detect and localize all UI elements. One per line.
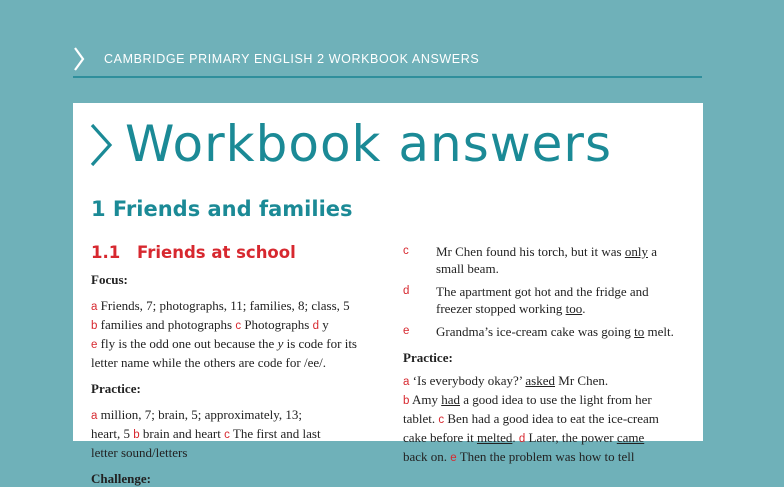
answer-item-e: e Grandma’s ice-cream cake was going to melt. bbox=[403, 324, 674, 339]
practice-line: letter sound/letters bbox=[91, 445, 188, 460]
focus-line: b families and photographs c Photographs d y bbox=[91, 317, 329, 332]
answer-item-d: d The apartment got hot and the fridge and freezer stopped working too. bbox=[403, 284, 649, 316]
focus-line: a Friends, 7; photographs, 11; families, 8; class, 5 bbox=[91, 298, 350, 313]
header-title: CAMBRIDGE PRIMARY ENGLISH 2 WORKBOOK ANSWERS bbox=[104, 52, 480, 66]
unit-title: 1 Friends and families bbox=[91, 197, 353, 221]
header-rule bbox=[73, 76, 702, 78]
right-column bbox=[403, 243, 698, 467]
practice-line: heart, 5 b brain and heart c The first and last bbox=[91, 426, 321, 441]
focus-line: e fly is the odd one out because the y is code for its bbox=[91, 336, 357, 351]
practice-label: Practice: bbox=[403, 350, 453, 365]
practice-line: back on. e Then the problem was how to tell bbox=[403, 449, 635, 464]
practice-line: b Amy had a good idea to use the light from her bbox=[403, 392, 652, 407]
section-name: Friends at school bbox=[137, 243, 296, 262]
practice-line: cake before it melted. d Later, the power came bbox=[403, 430, 645, 445]
section-title bbox=[91, 243, 296, 262]
left-column bbox=[91, 271, 376, 487]
focus-line: letter name while the others are code for /ee/. bbox=[91, 355, 326, 370]
document-page bbox=[73, 103, 703, 486]
page-title: Workbook answers bbox=[125, 115, 613, 173]
focus-label: Focus: bbox=[91, 272, 128, 287]
practice-label: Practice: bbox=[91, 381, 141, 396]
section-number: 1.1 bbox=[91, 243, 121, 262]
practice-line: a ‘Is everybody okay?’ asked Mr Chen. bbox=[403, 373, 609, 388]
title-chevron-icon bbox=[88, 121, 114, 169]
practice-line: a million, 7; brain, 5; approximately, 13; bbox=[91, 407, 303, 422]
header-chevron-icon bbox=[72, 46, 86, 72]
answer-item-c: c Mr Chen found his torch, but it was only a small beam. bbox=[403, 244, 657, 276]
practice-line: tablet. c Ben had a good idea to eat the ice-cream bbox=[403, 411, 659, 426]
challenge-label: Challenge: bbox=[91, 471, 151, 486]
